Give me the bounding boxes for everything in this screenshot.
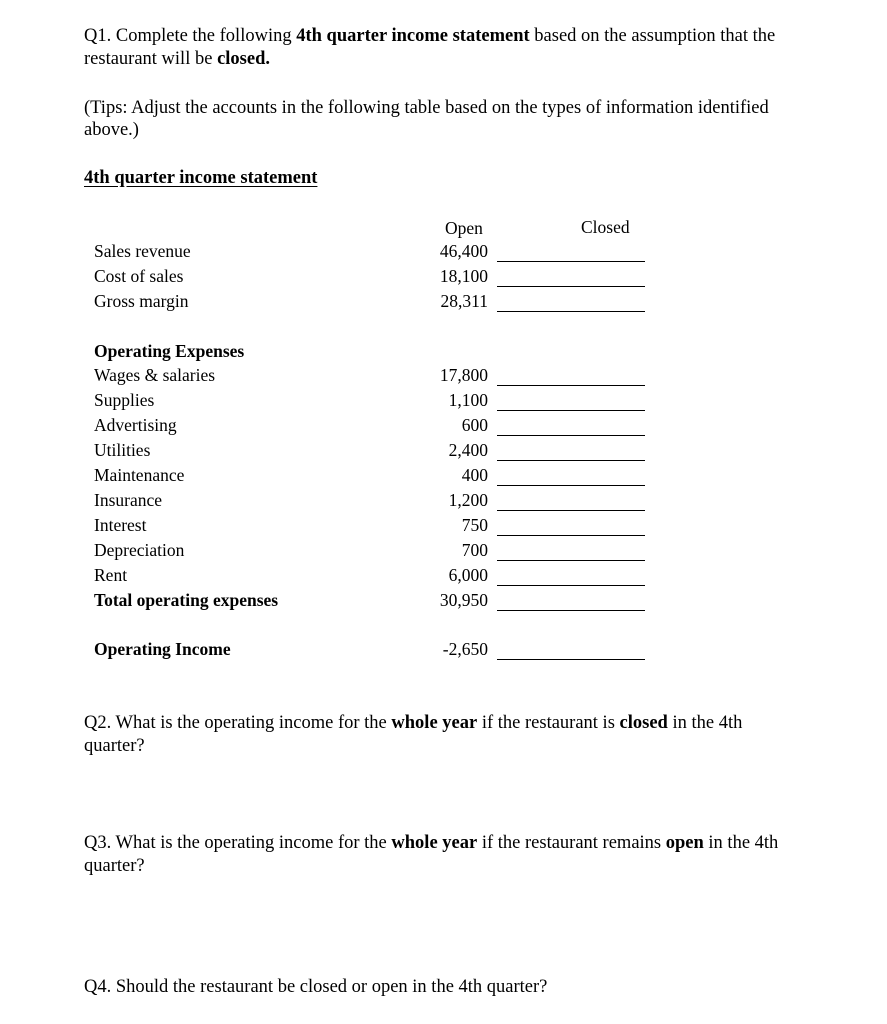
row-open-advertising: 600 bbox=[461, 415, 488, 435]
closed-blank-supplies[interactable] bbox=[497, 410, 645, 411]
q3-line2: quarter? bbox=[84, 856, 145, 876]
row-label-cost-of-sales: Cost of sales bbox=[94, 266, 184, 286]
q2-line2: quarter? bbox=[84, 736, 145, 756]
row-label-supplies: Supplies bbox=[94, 390, 155, 410]
row-open-cost-of-sales: 18,100 bbox=[439, 266, 488, 286]
row-open-gross-margin: 28,311 bbox=[440, 291, 488, 311]
closed-blank-insurance[interactable] bbox=[497, 510, 645, 511]
column-closed-header: Closed bbox=[581, 217, 630, 237]
closed-blank-maintenance[interactable] bbox=[497, 485, 645, 486]
row-label-rent: Rent bbox=[94, 565, 128, 585]
row-open-depreciation: 700 bbox=[461, 540, 488, 560]
closed-blank-advertising[interactable] bbox=[497, 435, 645, 436]
row-label-utilities: Utilities bbox=[94, 440, 151, 460]
closed-blank-wages-salaries[interactable] bbox=[497, 385, 645, 386]
row-label-interest: Interest bbox=[94, 515, 147, 535]
closed-blank-total-operating-expenses[interactable] bbox=[497, 610, 645, 611]
closed-blank-depreciation[interactable] bbox=[497, 560, 645, 561]
row-label-gross-margin: Gross margin bbox=[94, 291, 189, 311]
row-open-interest: 750 bbox=[461, 515, 488, 535]
row-open-wages-salaries: 17,800 bbox=[439, 365, 488, 385]
row-open-maintenance: 400 bbox=[461, 465, 488, 485]
q3-line1: Q3. What is the operating income for the whole year if the restaurant remains open in the 4th bbox=[84, 833, 779, 853]
row-open-insurance: 1,200 bbox=[448, 490, 488, 510]
row-open-utilities: 2,400 bbox=[448, 440, 488, 460]
column-open-header: Open bbox=[445, 218, 483, 238]
closed-blank-utilities[interactable] bbox=[497, 460, 645, 461]
row-label-sales-revenue: Sales revenue bbox=[94, 241, 191, 261]
closed-blank-sales-revenue[interactable] bbox=[497, 261, 645, 262]
row-open-supplies: 1,100 bbox=[448, 390, 488, 410]
q2-line1: Q2. What is the operating income for the whole year if the restaurant is closed in the 4th bbox=[84, 713, 743, 733]
row-label-operating-income: Operating Income bbox=[94, 639, 231, 659]
tips-line1: (Tips: Adjust the accounts in the following table based on the types of information identified bbox=[84, 98, 769, 118]
row-open-rent: 6,000 bbox=[448, 565, 488, 585]
closed-blank-gross-margin[interactable] bbox=[497, 311, 645, 312]
row-open-sales-revenue: 46,400 bbox=[439, 241, 488, 261]
q1-line1: Q1. Complete the following 4th quarter income statement based on the assumption that the bbox=[84, 26, 776, 46]
row-label-total-operating-expenses: Total operating expenses bbox=[94, 590, 279, 610]
q1-line2: restaurant will be closed. bbox=[84, 49, 270, 69]
q4-text: Q4. Should the restaurant be closed or open in the 4th quarter? bbox=[84, 977, 548, 997]
closed-blank-cost-of-sales[interactable] bbox=[497, 286, 645, 287]
section-operating-expenses: Operating Expenses bbox=[94, 341, 245, 361]
row-label-maintenance: Maintenance bbox=[94, 465, 185, 485]
closed-blank-operating-income[interactable] bbox=[497, 659, 645, 660]
row-label-insurance: Insurance bbox=[94, 490, 163, 510]
row-open-operating-income: -2,650 bbox=[442, 639, 488, 659]
closed-blank-interest[interactable] bbox=[497, 535, 645, 536]
tips-line2: above.) bbox=[84, 120, 139, 140]
statement-heading: 4th quarter income statement bbox=[84, 168, 318, 188]
row-label-depreciation: Depreciation bbox=[94, 540, 185, 560]
row-label-wages-salaries: Wages & salaries bbox=[94, 365, 216, 385]
row-label-advertising: Advertising bbox=[94, 415, 177, 435]
row-open-total-operating-expenses: 30,950 bbox=[439, 590, 488, 610]
closed-blank-rent[interactable] bbox=[497, 585, 645, 586]
